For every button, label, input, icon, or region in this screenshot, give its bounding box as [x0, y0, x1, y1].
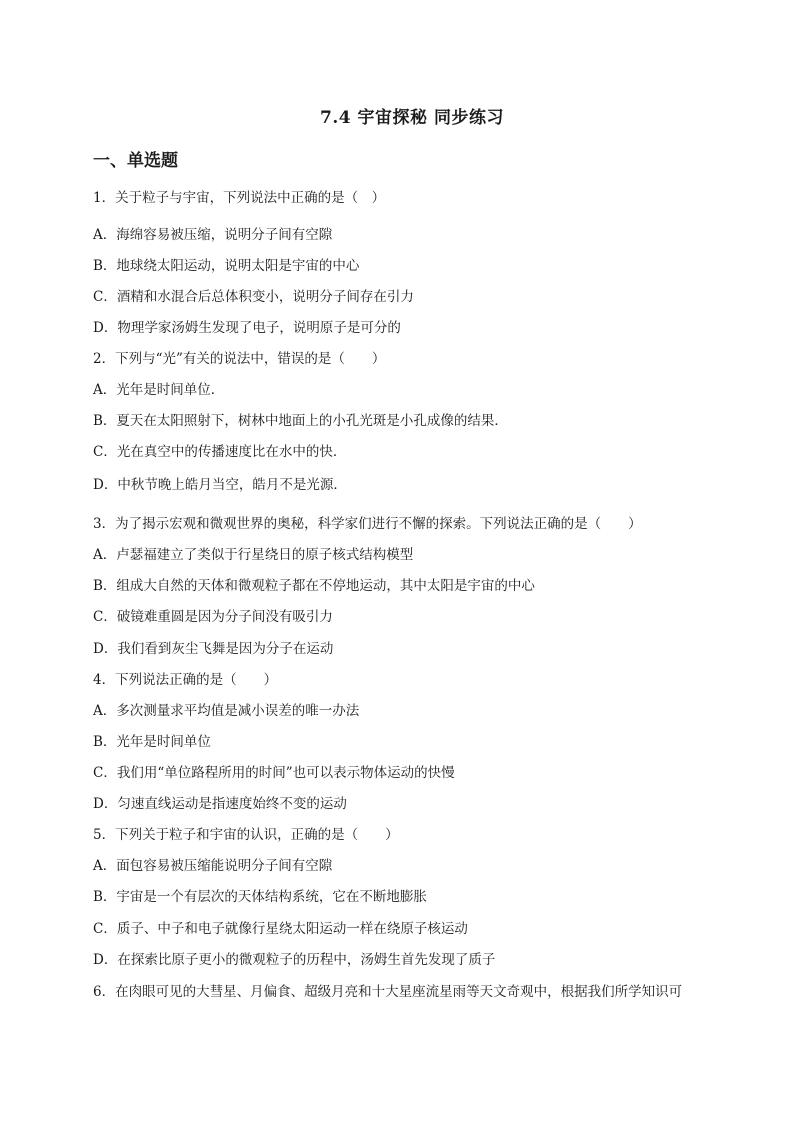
question-2-option-a: A．光年是时间单位．: [93, 382, 225, 398]
question-4-option-a: A．多次测量求平均值是减小误差的唯一办法: [93, 703, 360, 719]
question-1-option-b: B．地球绕太阳运动，说明太阳是宇宙的中心: [93, 258, 360, 274]
question-2-option-b: B．夏天在太阳照射下，树林中地面上的小孔光斑是小孔成像的结果．: [93, 413, 508, 429]
question-5-option-c: C．质子、中子和电子就像行星绕太阳运动一样在绕原子核运动: [93, 921, 468, 937]
question-1-option-c: C．酒精和水混合后总体积变小，说明分子间存在引力: [93, 289, 414, 305]
section-heading: 一、单选题: [93, 151, 178, 171]
question-5-option-a: A．面包容易被压缩能说明分子间有空隙: [93, 858, 333, 874]
question-1-stem: 1．关于粒子与宇宙，下列说法中正确的是（ ）: [93, 190, 386, 206]
question-3-stem: 3．为了揭示宏观和微观世界的奥秘，科学家们进行不懈的探索。下列说法正确的是（ ）: [93, 516, 642, 532]
question-5-option-d: D．在探索比原子更小的微观粒子的历程中，汤姆生首先发现了质子: [93, 952, 496, 968]
question-2-option-d: D．中秋节晚上皓月当空，皓月不是光源．: [93, 477, 347, 493]
question-3-option-d: D．我们看到灰尘飞舞是因为分子在运动: [93, 641, 334, 657]
question-3-option-b: B．组成大自然的天体和微观粒子都在不停地运动，其中太阳是宇宙的中心: [93, 578, 535, 594]
question-4-option-b: B．光年是时间单位: [93, 734, 211, 750]
question-4-option-d: D．匀速直线运动是指速度始终不变的运动: [93, 796, 347, 812]
question-3-option-a: A．卢瑟福建立了类似于行星绕日的原子核式结构模型: [93, 547, 414, 563]
question-2-stem: 2．下列与“光”有关的说法中，错误的是（ ）: [93, 351, 386, 367]
question-5-option-b: B．宇宙是一个有层次的天体结构系统，它在不断地膨胀: [93, 889, 427, 905]
document-title: 7.4 宇宙探秘 同步练习: [320, 108, 504, 128]
question-1-option-d: D．物理学家汤姆生发现了电子，说明原子是可分的: [93, 320, 401, 336]
question-5-stem: 5．下列关于粒子和宇宙的认识，正确的是（ ）: [93, 827, 399, 843]
question-2-option-c: C．光在真空中的传播速度比在水中的快．: [93, 444, 347, 460]
question-4-stem: 4．下列说法正确的是（ ）: [93, 672, 278, 688]
question-1-option-a: A．海绵容易被压缩，说明分子间有空隙: [93, 227, 333, 243]
question-4-option-c: C．我们用“单位路程所用的时间”也可以表示物体运动的快慢: [93, 765, 455, 781]
question-6-stem: 6．在肉眼可见的大彗星、月偏食、超级月亮和十大星座流星雨等天文奇观中，根据我们所学知识可: [93, 984, 683, 1000]
question-3-option-c: C．破镜难重圆是因为分子间没有吸引力: [93, 609, 333, 625]
